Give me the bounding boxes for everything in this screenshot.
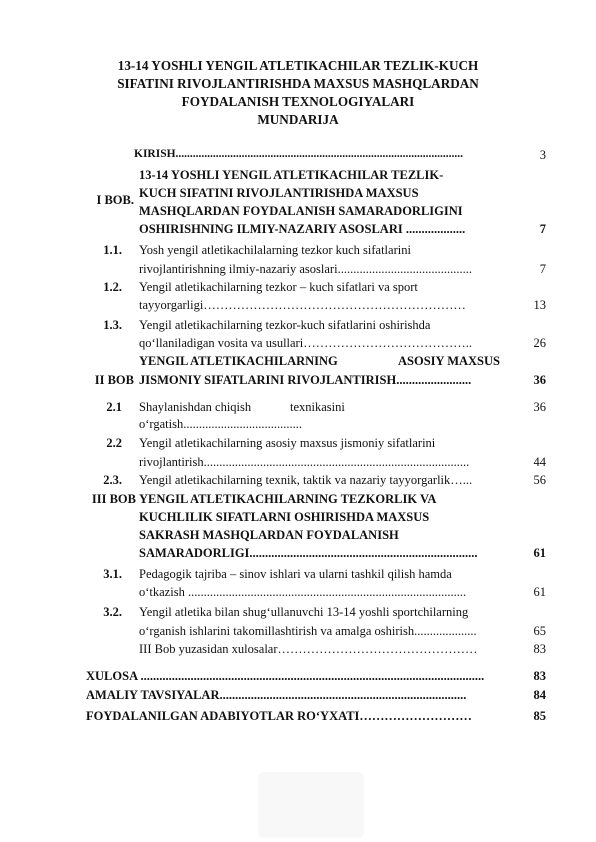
toc-section-3-2-line-2: o‘rganish ishlarini takomillashtirish va amalga oshirish.................... <box>139 624 477 638</box>
toc-section-2-3-line-1: Yengil atletikachilarning texnik, taktik va nazariy tayyorgarlik…... <box>139 473 473 487</box>
toc-chapter-3-conclusion: III Bob yuzasidan xulosalar………………………………………… <box>139 642 478 656</box>
toc-section-1-3-page: 26 <box>533 336 546 350</box>
contents-heading: MUNDARIJA <box>257 112 339 127</box>
toc-section-1-2-number: 1.2. <box>103 280 122 294</box>
toc-chapter-1-line-1: 13-14 YOSHLI YENGIL ATLETIKACHILAR TEZLIK- <box>139 168 444 182</box>
toc-section-1-1-line-2: rivojlantirishning ilmiy-nazariy asoslari........................................... <box>139 262 472 276</box>
toc-kirish: KIRISH.................................................................................................... <box>134 148 464 160</box>
toc-section-1-1-number: 1.1. <box>103 243 122 257</box>
toc-chapter-2-page: 36 <box>533 373 546 387</box>
toc-conclusion: XULOSA .............................................................................................................. <box>86 669 485 683</box>
toc-section-2-2-line-2: rivojlantirish..................................................................................... <box>139 455 470 469</box>
toc-section-1-2-line-1: Yengil atletikachilarning tezkor – kuch sifatlari va sport <box>139 280 418 294</box>
toc-section-1-1-line-1: Yosh yengil atletikachilalarning tezkor kuch sifatlarini <box>139 243 411 257</box>
toc-chapter-3-conclusion-page: 83 <box>533 642 546 656</box>
toc-section-2-1-line-1b: texnikasini <box>290 400 345 414</box>
toc-chapter-2-line-2: JISMONIY SIFATLARINI RIVOJLANTIRISH........................ <box>139 373 472 387</box>
toc-section-3-1-line-2: o‘tkazish ......................................................................................... <box>139 585 467 599</box>
toc-section-3-2-line-1: Yengil atletika bilan shug‘ullanuvchi 13-14 yoshli sportchilarning <box>139 605 469 619</box>
toc-chapter-1-page: 7 <box>539 222 546 236</box>
toc-chapter-2-number: II BOB <box>94 373 134 387</box>
toc-chapter-1-line-2: KUCH SIFATINI RIVOJLANTIRISHDA MAXSUS <box>139 186 419 200</box>
toc-conclusion-page: 83 <box>533 669 546 683</box>
toc-chapter-1-number: I BOB. <box>96 193 134 207</box>
toc-chapter-3-line-4: SAMARADORLIGI......................................................................... <box>139 546 478 560</box>
toc-section-1-2-page: 13 <box>533 298 546 312</box>
toc-chapter-3-page: 61 <box>533 546 546 560</box>
toc-section-3-1-line-1: Pedagogik tajriba – sinov ishlari va ularni tashkil qilish hamda <box>139 567 452 581</box>
toc-section-2-1-page: 36 <box>533 400 546 414</box>
toc-section-3-2-page: 65 <box>533 624 546 638</box>
toc-section-2-1-line-2: o‘rgatish...................................... <box>139 417 302 431</box>
toc-section-3-1-page: 61 <box>533 585 546 599</box>
toc-section-2-1-line-1a: Shaylanishdan chiqish <box>139 400 252 414</box>
toc-references-page: 85 <box>533 709 546 723</box>
toc-kirish-page: 3 <box>539 148 546 162</box>
toc-chapter-2-line-1a: YENGIL ATLETIKACHILARNING <box>139 354 338 368</box>
toc-section-1-3-number: 1.3. <box>103 318 122 332</box>
toc-section-1-3-line-2: qo‘llaniladigan vosita va usullari………………………………….. <box>139 336 472 350</box>
toc-chapter-3-number: III BOB <box>91 492 136 506</box>
toc-recommendations-page: 84 <box>533 688 546 702</box>
toc-section-2-2-number: 2.2 <box>106 436 122 450</box>
doc-title-line-3: FOYDALANISH TEXNOLOGIYALARI <box>181 94 415 109</box>
doc-title-line-1: 13-14 YOSHLI YENGIL ATLETIKACHILAR TEZLIK-KUCH <box>117 58 479 73</box>
toc-section-3-1-number: 3.1. <box>103 567 122 581</box>
toc-section-2-3-page: 56 <box>533 473 546 487</box>
toc-chapter-3-line-3: SAKRASH MASHQLARDAN FOYDALANISH <box>139 528 399 542</box>
toc-section-2-1-number: 2.1 <box>106 400 122 414</box>
toc-chapter-2-line-1b: ASOSIY MAXSUS <box>398 354 500 368</box>
toc-chapter-3-line-2: KUCHLILIK SIFATLARNI OSHIRISHDA MAXSUS <box>139 510 430 524</box>
toc-section-2-2-line-1: Yengil atletikachilarning asosiy maxsus jismoniy sifatlarini <box>139 436 436 450</box>
toc-section-3-2-number: 3.2. <box>103 605 122 619</box>
toc-section-1-3-line-1: Yengil atletikachilarning tezkor-kuch sifatlarini oshirishda <box>139 318 431 332</box>
toc-chapter-1-line-3: MASHQLARDAN FOYDALANISH SAMARADORLIGINI <box>139 204 463 218</box>
toc-chapter-1-line-4: OSHIRISHNING ILMIY-NAZARIY ASOSLARI ................... <box>139 222 466 236</box>
toc-section-2-3-number: 2.3. <box>103 473 122 487</box>
toc-section-1-2-line-2: tayyorgarligi……………………………………………………… <box>139 298 466 312</box>
doc-title-line-2: SIFATINI RIVOJLANTIRISHDA MAXSUS MASHQLARDAN <box>117 76 479 91</box>
faint-watermark <box>258 772 364 838</box>
toc-chapter-3-line-1: YENGIL ATLETIKACHILARNING TEZKORLIK VA <box>139 492 437 506</box>
toc-recommendations: AMALIY TAVSIYALAR............................................................................... <box>86 688 467 702</box>
toc-section-2-2-page: 44 <box>533 455 546 469</box>
toc-section-1-1-page: 7 <box>539 262 546 276</box>
toc-references: FOYDALANILGAN ADABIYOTLAR RO‘YXATI……………………… <box>86 709 472 723</box>
